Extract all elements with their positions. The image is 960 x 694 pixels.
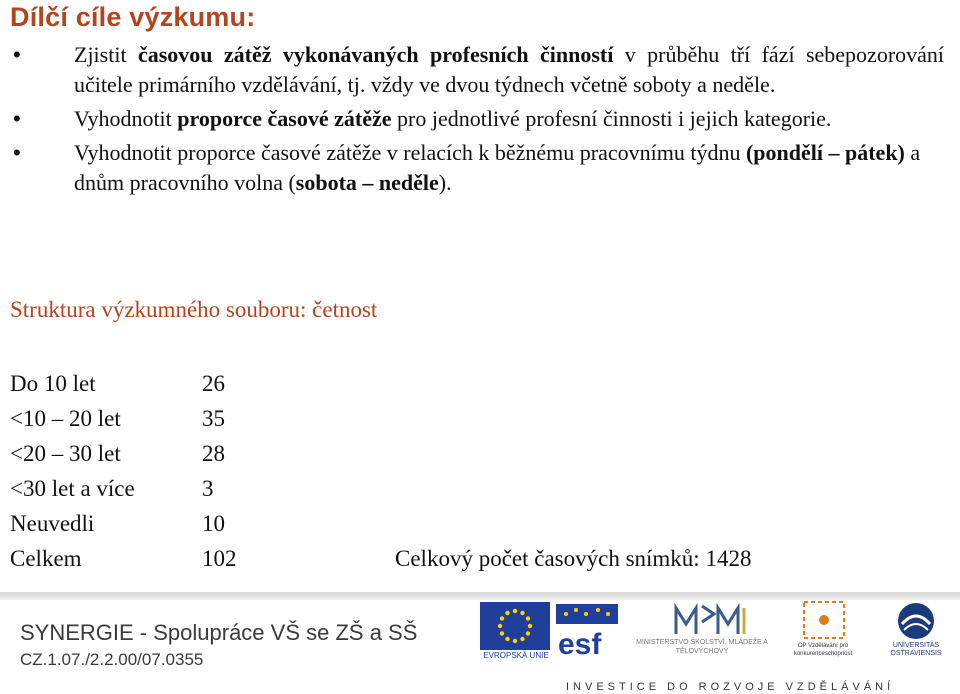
op-logo-icon [786,598,862,670]
project-code: CZ.1.07./2.2.00/07.0355 [20,650,204,669]
frequency-table [10,366,910,576]
row-label: Do 10 let [10,371,96,396]
row-label: <10 – 20 let [10,406,121,431]
row-label: <30 let a více [10,476,135,501]
table-row [10,471,910,506]
bullet-icon: • [13,106,21,131]
total-snapshots-note: Celkový počet časových snímků: 1428 [395,546,752,571]
table-row [10,436,910,471]
row-label: Neuvedli [10,511,95,536]
row-value: 10 [202,511,225,536]
eu-flag-icon [480,602,550,650]
table-row [10,366,910,401]
row-value: 35 [202,406,225,431]
goals-list [0,40,960,202]
row-value: 26 [202,371,225,396]
university-caption: UNIVERSITAS OSTRAVIENSIS [890,642,942,657]
bullet-icon: • [13,42,21,67]
row-label: <20 – 30 let [10,441,121,466]
row-value: 3 [202,476,214,501]
table-row [10,506,910,541]
row-value: 28 [202,441,225,466]
goal-text-2: Vyhodnotit proporce časové zátěže pro jednotlivé profesní činnosti i jejich kategorie. [74,106,832,131]
footer-bar [0,592,960,694]
op-caption: OP Vzdělávání pro konkurenceschopnost [793,643,853,657]
goal-item-2 [0,104,960,134]
slide-heading: Dílčí cíle výzkumu: [10,2,256,32]
table-row [10,401,910,436]
eu-caption: EVROPSKÁ UNIE [483,651,549,660]
project-name: SYNERGIE - Spolupráce VŠ se ZŠ a SŠ [20,620,418,645]
row-value: 102 [202,546,237,571]
svg-text:esf: esf [558,628,602,661]
university-logo-icon [888,600,944,642]
msmt-logo-icon [640,600,770,670]
msmt-caption: MINISTERSTVO ŠKOLSTVÍ, MLÁDEŽE A TĚLOVÝCHOVY [636,639,768,655]
goal-text-1: Zjistit časovou zátěž vykonávaných profesních činností v průběhu tří fází sebepozorování učitele primárního vzdělávání, tj. vždy ve dvou týdnech včetně soboty a neděle. [74,42,945,97]
goal-item-1 [0,40,960,100]
esf-logo-icon [556,602,618,662]
bullet-icon: • [13,140,21,165]
row-label: Celkem [10,546,82,571]
goal-item-3 [0,138,960,198]
investment-slogan: INVESTICE DO ROZVOJE VZDĚLÁVÁNÍ [566,681,895,693]
goal-text-3: Vyhodnotit proporce časové zátěže v relacích k běžnému pracovnímu týdnu (pondělí – pátek) a dnům pracovního volna (sobota – neděle). [74,140,921,195]
section-title: Struktura výzkumného souboru: četnost [10,297,378,322]
table-row-total [10,541,910,576]
eu-stars-icon [480,602,550,650]
